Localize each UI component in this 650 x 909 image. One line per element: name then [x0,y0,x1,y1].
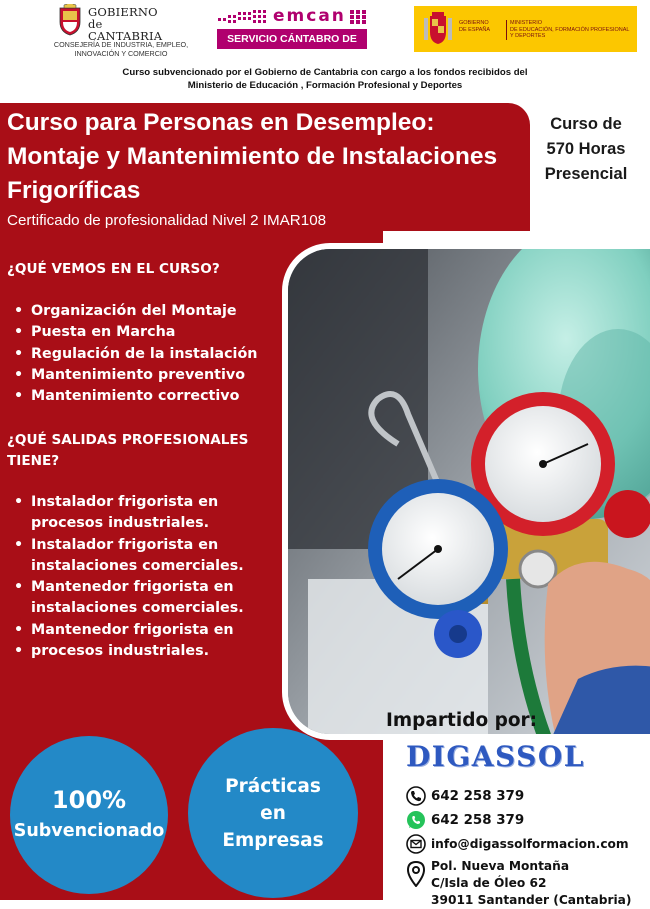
list-item-line2: procesos industriales. [31,515,210,532]
course-topics-list [12,301,257,407]
list-item-line1: • Mantenedor frigorista en [31,579,234,596]
funding-note [0,66,650,92]
ministerio-line3: Y DEPORTES [510,33,546,39]
address-row [406,858,631,909]
list-item-line1: • Instalador frigorista en [31,494,219,510]
list-item-line1: • Instalador frigorista en [31,536,219,553]
internship-line1: Prácticas [225,775,321,797]
list-item [12,620,244,641]
gobierno-line3: CANTABRIA [88,29,163,43]
location-pin-icon [406,861,426,887]
emcan-wordmark: emcan [273,6,346,26]
phone-number[interactable]: 642 258 379 [431,788,525,804]
gobierno-cantabria-logo [46,4,189,60]
career-heading-line1: ¿QUÉ SALIDAS PROFESIONALES [7,432,249,448]
emcan-logo [217,6,369,65]
gobierno-line2: de [88,17,103,31]
list-item: • Puesta en Marcha [12,322,257,343]
phone-row [406,786,524,806]
manifold-gauge-photo [282,243,650,740]
section-what-we-see-heading: ¿QUÉ VEMOS EN EL CURSO? [7,261,220,277]
address-line1: Pol. Nueva Montaña [431,859,570,873]
email-icon [406,834,426,854]
consejeria-text [46,41,196,58]
funding-note-line2: Ministerio de Educación , Formación Profesional y Deportes [187,80,463,91]
ministerio-logo [414,6,637,52]
spain-coat-of-arms-icon [422,12,454,46]
course-title-line2: Montaje y Mantenimiento de Instalaciones [7,143,498,170]
whatsapp-number[interactable]: 642 258 379 [431,812,525,828]
address-text [431,858,631,909]
internship-line3: Empresas [222,829,324,851]
career-outcomes-list [12,492,244,662]
email-row [406,834,629,854]
gobierno-espana-text [459,20,490,33]
gobierno-line1: GOBIERNO [88,5,158,19]
gobierno-wordmark [88,6,162,42]
list-item: • Organización del Montaje [12,301,257,322]
list-item-line1: • procesos industriales. [31,643,210,660]
gobierno-espana-line1: GOBIERNO [459,20,489,26]
whatsapp-icon [406,810,426,830]
subsidized-label: Subvencionado [13,821,165,841]
list-item [12,535,244,578]
course-title-line3: Frigoríficas [7,177,141,204]
digassol-logo: DIGASSOL [406,740,585,773]
section-career-heading [7,430,248,472]
list-item [12,577,244,620]
whatsapp-row [406,810,524,830]
list-item: • Regulación de la instalación [12,344,257,365]
gobierno-espana-line2: DE ESPAÑA [459,26,491,33]
address-line2: C/Isla de Óleo 62 [431,876,547,890]
ministerio-text [506,20,640,40]
gauge-illustration [288,249,650,740]
certificate-text: Certificado de profesionalidad Nivel 2 IMAR108 [7,212,327,229]
emcan-grid-icon [350,10,367,25]
cantabria-shield-icon [58,4,82,36]
list-item [12,641,244,662]
emcan-grid-icon [217,10,269,24]
subsidized-badge [10,736,168,894]
list-item-line2: instalaciones comerciales. [31,600,244,617]
hours-line1: Curso de [550,115,622,133]
internship-badge [188,728,358,898]
internship-line2: en [260,802,286,824]
address-line3: 39011 Santander (Cantabria) [431,893,632,907]
hours-line3: Presencial [544,165,628,183]
career-heading-line2: TIENE? [7,453,60,469]
funding-note-line1: Curso subvencionado por el Gobierno de Cantabria con cargo a los fondos recibidos del [122,67,528,78]
course-title-line1: Curso para Personas en Desempleo: [7,109,435,136]
list-item: • Mantenimiento correctivo [12,386,257,407]
ministerio-line1: MINISTERIO [510,20,543,26]
list-item-line2: instalaciones comerciales. [31,557,244,574]
list-item: • Mantenimiento preventivo [12,365,257,386]
list-item-line1: • Mantenedor frigorista en [31,621,234,638]
consejeria-line1: CONSEJERÍA DE INDUSTRIA, EMPLEO, [53,40,189,49]
consejeria-line2: INNOVACIÓN Y COMERCIO [74,48,168,58]
emcan-service-bar: SERVICIO CÁNTABRO DE EMPLEO [217,29,367,49]
course-hours [533,112,639,187]
list-item [12,492,244,535]
course-title [7,106,527,208]
subsidized-percent: 100% [51,786,127,814]
phone-icon [406,786,426,806]
email-address[interactable]: info@digassolformacion.com [431,837,629,851]
ministerio-line2: DE EDUCACIÓN, FORMACIÓN PROFESIONAL [510,26,630,33]
hours-line2: 570 Horas [546,140,626,158]
provided-by-label: Impartido por: [386,710,538,731]
